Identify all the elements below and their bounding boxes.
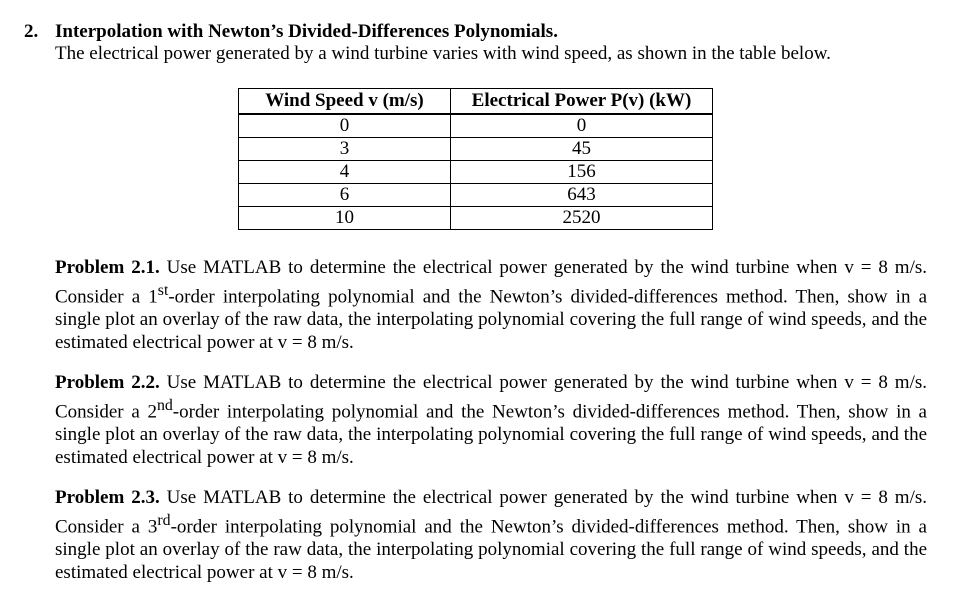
problem-label: Problem 2.1. [55,257,160,278]
header-electrical-power: Electrical Power P(v) (kW) [451,89,713,115]
problem-lead: Use MATLAB to determine the electrical power generated by the wind turbine when v = 8 m/s. Consider a 2 [55,372,927,423]
problem-lead: Use MATLAB to determine the electrical power generated by the wind turbine when v = 8 m/s. Consider a 1 [55,257,927,308]
cell-wind-speed: 0 [239,114,451,138]
problem-label: Problem 2.2. [55,372,160,393]
order-superscript: rd [157,512,171,529]
cell-wind-speed: 6 [239,184,451,207]
problem-2-2 [55,371,927,469]
header-wind-speed: Wind Speed v (m/s) [239,89,451,115]
cell-wind-speed: 4 [239,161,451,184]
cell-power: 45 [451,138,713,161]
table-row [239,138,713,161]
wind-power-table [238,88,713,230]
cell-wind-speed: 3 [239,138,451,161]
order-superscript: st [157,282,169,299]
intro-text: The electrical power generated by a wind turbine varies with wind speed, as shown in the table below. [55,43,831,64]
section-number: 2. [24,21,39,42]
table-row [239,161,713,184]
cell-power: 643 [451,184,713,207]
table-row [239,207,713,230]
section-title: Interpolation with Newton’s Divided-Differences Polynomials. [55,21,558,42]
table-header-row [239,89,713,115]
section-heading [24,20,558,43]
problem-rest: -order interpolating polynomial and the Newton’s divided-differences method. Then, show in a single plot an overlay of the raw data, the interpolating polynomial covering the full range of wind speeds, and the estimated electrical power at v = 8 m/s. [55,401,927,469]
cell-power: 0 [451,114,713,138]
cell-power: 156 [451,161,713,184]
cell-power: 2520 [451,207,713,230]
problem-rest: -order interpolating polynomial and the Newton’s divided-differences method. Then, show in a single plot an overlay of the raw data, the interpolating polynomial covering the full range of wind speeds, and the estimated electrical power at v = 8 m/s. [55,286,927,354]
problem-2-1 [55,256,927,354]
order-superscript: nd [156,397,173,414]
table-row [239,184,713,207]
table-row [239,114,713,138]
problem-lead: Use MATLAB to determine the electrical power generated by the wind turbine when v = 8 m/s. Consider a 3 [55,487,927,538]
cell-wind-speed: 10 [239,207,451,230]
problem-2-3 [55,486,927,584]
problem-rest: -order interpolating polynomial and the Newton’s divided-differences method. Then, show in a single plot an overlay of the raw data, the interpolating polynomial covering the full range of wind speeds, and the estimated electrical power at v = 8 m/s. [55,516,927,584]
problem-label: Problem 2.3. [55,487,160,508]
